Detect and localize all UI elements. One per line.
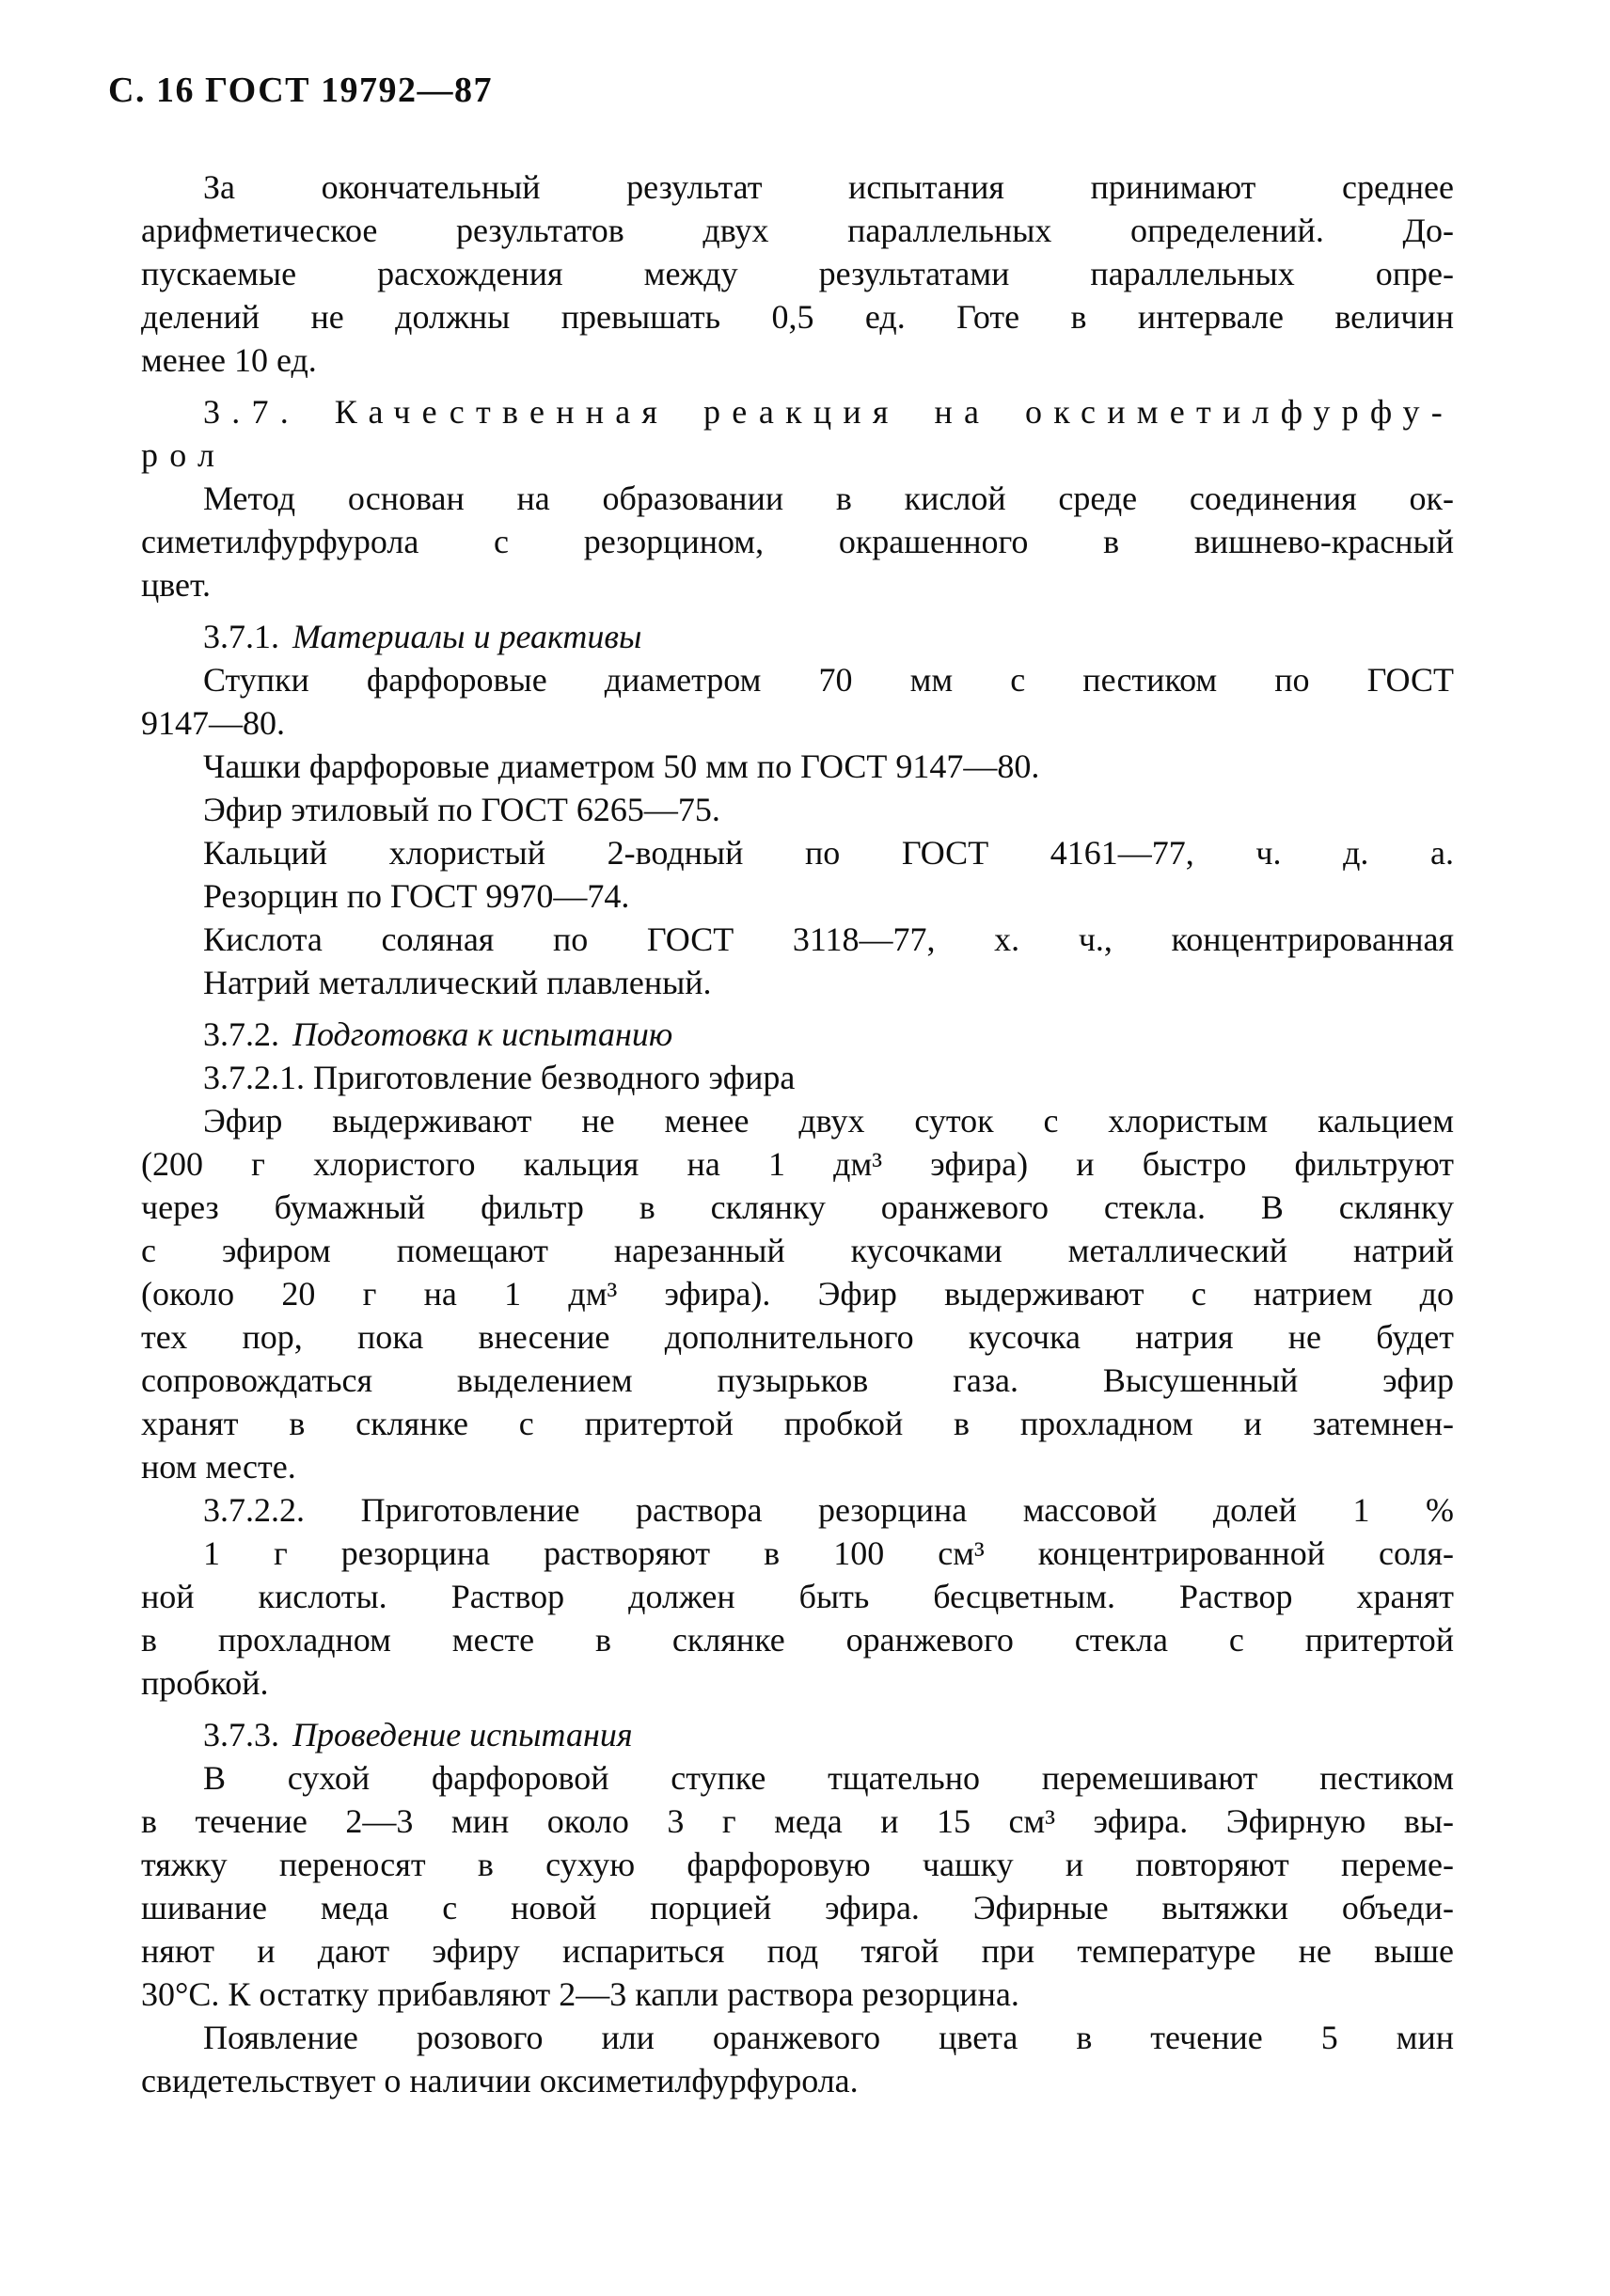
paragraph bbox=[141, 1056, 1454, 1099]
paragraph bbox=[141, 874, 1454, 918]
text-line: Эфир этиловый по ГОСТ 6265—75. bbox=[203, 791, 720, 828]
text-line: менее 10 ед. bbox=[141, 341, 317, 379]
paragraph bbox=[141, 961, 1454, 1004]
text-line: симетилфурфурола с резорцином, окрашенного в вишнево-красный bbox=[141, 523, 1454, 560]
text-line: ном месте. bbox=[141, 1448, 296, 1486]
text-line: Натрий металлический плавленый. bbox=[203, 964, 712, 1001]
text-line: Эфир выдерживают не менее двух суток с хлористым кальцием bbox=[203, 1102, 1454, 1140]
paragraph bbox=[141, 658, 1454, 745]
text-line: пускаемые расхождения между результатами параллельных опре- bbox=[141, 255, 1454, 292]
section-heading bbox=[141, 1713, 1454, 1756]
text-line: в прохладном месте в склянке оранжевого стекла с притертой bbox=[141, 1621, 1454, 1659]
text-line: Резорцин по ГОСТ 9970—74. bbox=[203, 877, 630, 915]
text-line: в течение 2—3 мин около 3 г меда и 15 см³ эфира. Эфирную вы- bbox=[141, 1802, 1454, 1840]
text-line: 9147—80. bbox=[141, 704, 285, 742]
paragraph bbox=[141, 745, 1454, 788]
paragraph bbox=[141, 1488, 1454, 1532]
text-line: Кислота соляная по ГОСТ 3118—77, х. ч., концентрированная bbox=[203, 920, 1454, 958]
text-line: пробкой. bbox=[141, 1664, 269, 1702]
text-line: Ступки фарфоровые диаметром 70 мм с пестиком по ГОСТ bbox=[203, 661, 1454, 699]
text-line: арифметическое результатов двух параллельных определений. До- bbox=[141, 212, 1454, 249]
text-line: делений не должны превышать 0,5 ед. Готе в интервале величин bbox=[141, 298, 1454, 336]
text-line: тех пор, пока внесение дополнительного кусочка натрия не будет bbox=[141, 1318, 1454, 1356]
page-header: С. 16 ГОСТ 19792—87 bbox=[108, 71, 493, 110]
text-line: Чашки фарфоровые диаметром 50 мм по ГОСТ 9147—80. bbox=[203, 747, 1040, 785]
text-line: с эфиром помещают нарезанный кусочками металлический натрий bbox=[141, 1232, 1454, 1269]
text-line bbox=[141, 615, 1454, 658]
paragraph bbox=[141, 831, 1454, 874]
text-line: 3.7.2.1. Приготовление безводного эфира bbox=[203, 1059, 796, 1096]
text-line: (200 г хлористого кальция на 1 дм³ эфира) и быстро фильтруют bbox=[141, 1145, 1454, 1183]
text-line: 3.7.2.2. Приготовление раствора резорцина массовой долей 1 % bbox=[203, 1491, 1454, 1529]
text-line: няют и дают эфиру испариться под тягой при температуре не выше bbox=[141, 1932, 1454, 1970]
heading-title: Проведение испытания bbox=[292, 1716, 633, 1753]
text-line: 3.7. Качественная реакция на оксиметилфурфу- bbox=[203, 393, 1454, 431]
text-line: свидетельствует о наличии оксиметилфурфурола. bbox=[141, 2062, 859, 2099]
text-line: тяжку переносят в сухую фарфоровую чашку и повторяют переме- bbox=[141, 1846, 1454, 1883]
text-line: В сухой фарфоровой ступке тщательно перемешивают пестиком bbox=[203, 1759, 1454, 1797]
paragraph bbox=[141, 165, 1454, 382]
document-body bbox=[141, 165, 1454, 2102]
section-heading bbox=[141, 1013, 1454, 1056]
text-line: хранят в склянке с притертой пробкой в прохладном и затемнен- bbox=[141, 1405, 1454, 1442]
text-line bbox=[141, 1013, 1454, 1056]
paragraph bbox=[141, 788, 1454, 831]
text-line: 30°С. К остатку прибавляют 2—3 капли раствора резорцина. bbox=[141, 1975, 1019, 2013]
text-line: (около 20 г на 1 дм³ эфира). Эфир выдерживают с натрием до bbox=[141, 1275, 1454, 1313]
heading-number: 3.7.2. bbox=[203, 1015, 279, 1053]
text-line: Метод основан на образовании в кислой среде соединения ок- bbox=[203, 480, 1454, 517]
text-line bbox=[141, 1713, 1454, 1756]
paragraph bbox=[141, 477, 1454, 606]
paragraph bbox=[141, 918, 1454, 961]
text-line: За окончательный результат испытания принимают среднее bbox=[203, 168, 1454, 206]
heading-title: Материалы и реактивы bbox=[292, 618, 642, 655]
text-line: рол bbox=[141, 436, 227, 474]
text-line: 1 г резорцина растворяют в 100 см³ концентрированной соля- bbox=[203, 1534, 1454, 1572]
heading-title: Подготовка к испытанию bbox=[292, 1015, 673, 1053]
paragraph bbox=[141, 1756, 1454, 2016]
text-line: через бумажный фильтр в склянку оранжевого стекла. В склянку bbox=[141, 1188, 1454, 1226]
text-line: ной кислоты. Раствор должен быть бесцветным. Раствор хранят bbox=[141, 1578, 1454, 1615]
text-line: сопровождаться выделением пузырьков газа. Высушенный эфир bbox=[141, 1361, 1454, 1399]
section-heading bbox=[141, 390, 1454, 477]
heading-number: 3.7.3. bbox=[203, 1716, 279, 1753]
text-line: Кальций хлористый 2-водный по ГОСТ 4161—77, ч. д. а. bbox=[203, 834, 1454, 872]
text-line: цвет. bbox=[141, 566, 212, 604]
heading-number: 3.7.1. bbox=[203, 618, 279, 655]
paragraph bbox=[141, 2016, 1454, 2102]
text-line: шивание меда с новой порцией эфира. Эфирные вытяжки объеди- bbox=[141, 1889, 1454, 1926]
section-heading bbox=[141, 615, 1454, 658]
text-line: Появление розового или оранжевого цвета в течение 5 мин bbox=[203, 2019, 1454, 2056]
paragraph bbox=[141, 1532, 1454, 1705]
paragraph bbox=[141, 1099, 1454, 1488]
